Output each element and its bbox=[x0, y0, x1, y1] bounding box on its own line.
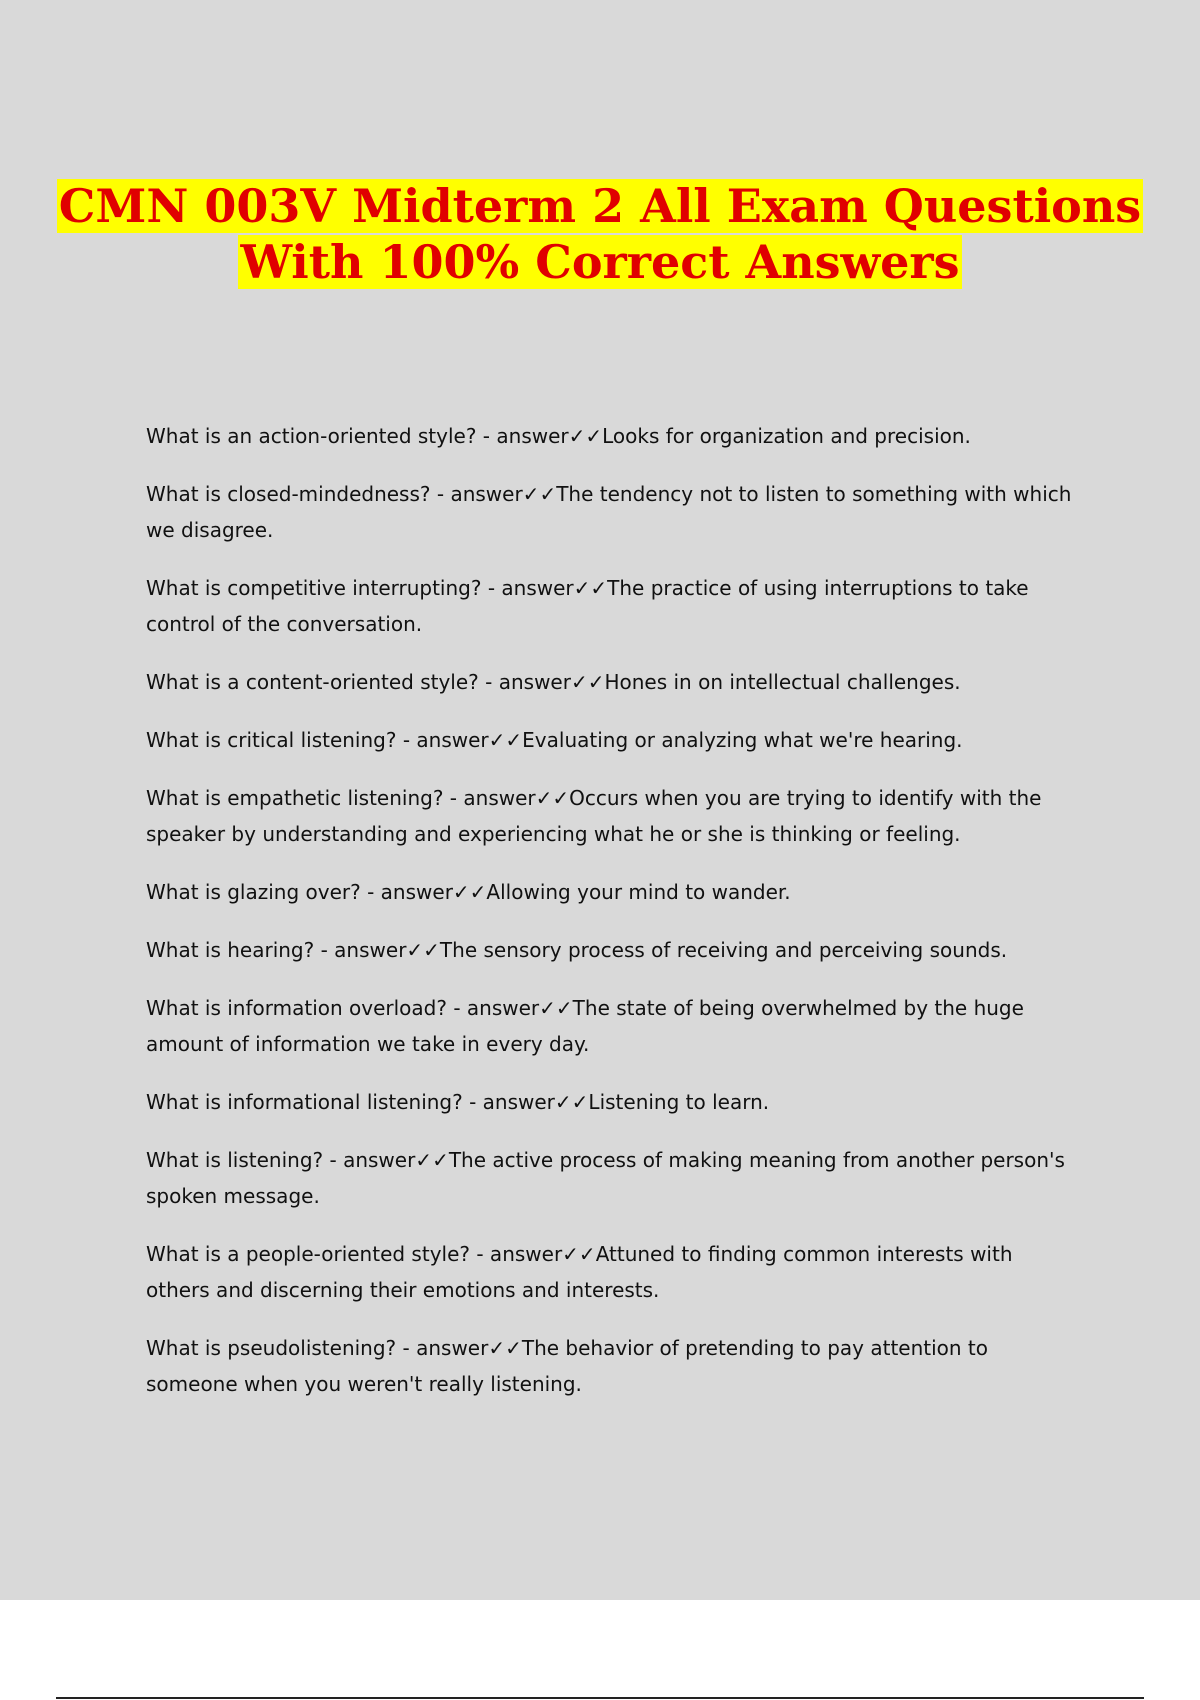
document-title bbox=[0, 178, 1200, 290]
qa-item: What is empathetic listening? - answer✓✓Occurs when you are trying to identify with the speaker by understanding and experiencing what he or she is thinking or feeling. bbox=[146, 786, 1042, 846]
qa-item: What is informational listening? - answer✓✓Listening to learn. bbox=[146, 1090, 770, 1114]
title-line-2: With 100% Correct Answers bbox=[240, 235, 960, 289]
qa-item: What is a content-oriented style? - answer✓✓Hones in on intellectual challenges. bbox=[146, 670, 961, 694]
qa-item: What is listening? - answer✓✓The active process of making meaning from another person's spoken message. bbox=[146, 1148, 1065, 1208]
footer-rule bbox=[56, 1697, 1144, 1699]
title-line-1: CMN 003V Midterm 2 All Exam Questions bbox=[58, 179, 1142, 233]
qa-item: What is critical listening? - answer✓✓Evaluating or analyzing what we're hearing. bbox=[146, 728, 963, 752]
qa-item: What is closed-mindedness? - answer✓✓The tendency not to listen to something with which we disagree. bbox=[146, 482, 1072, 542]
qa-item: What is information overload? - answer✓✓The state of being overwhelmed by the huge amount of information we take in every day. bbox=[146, 996, 1024, 1056]
qa-item: What is hearing? - answer✓✓The sensory process of receiving and perceiving sounds. bbox=[146, 938, 1008, 962]
qa-item: What is a people-oriented style? - answer✓✓Attuned to finding common interests with others and discerning their emotions and interests. bbox=[146, 1242, 1013, 1302]
qa-item: What is competitive interrupting? - answer✓✓The practice of using interruptions to take control of the conversation. bbox=[146, 576, 1029, 636]
qa-item: What is glazing over? - answer✓✓Allowing your mind to wander. bbox=[146, 880, 791, 904]
qa-item: What is an action-oriented style? - answer✓✓Looks for organization and precision. bbox=[146, 424, 971, 448]
qa-list bbox=[146, 418, 1076, 1424]
qa-item: What is pseudolistening? - answer✓✓The behavior of pretending to pay attention to someone when you weren't really listening. bbox=[146, 1336, 989, 1396]
